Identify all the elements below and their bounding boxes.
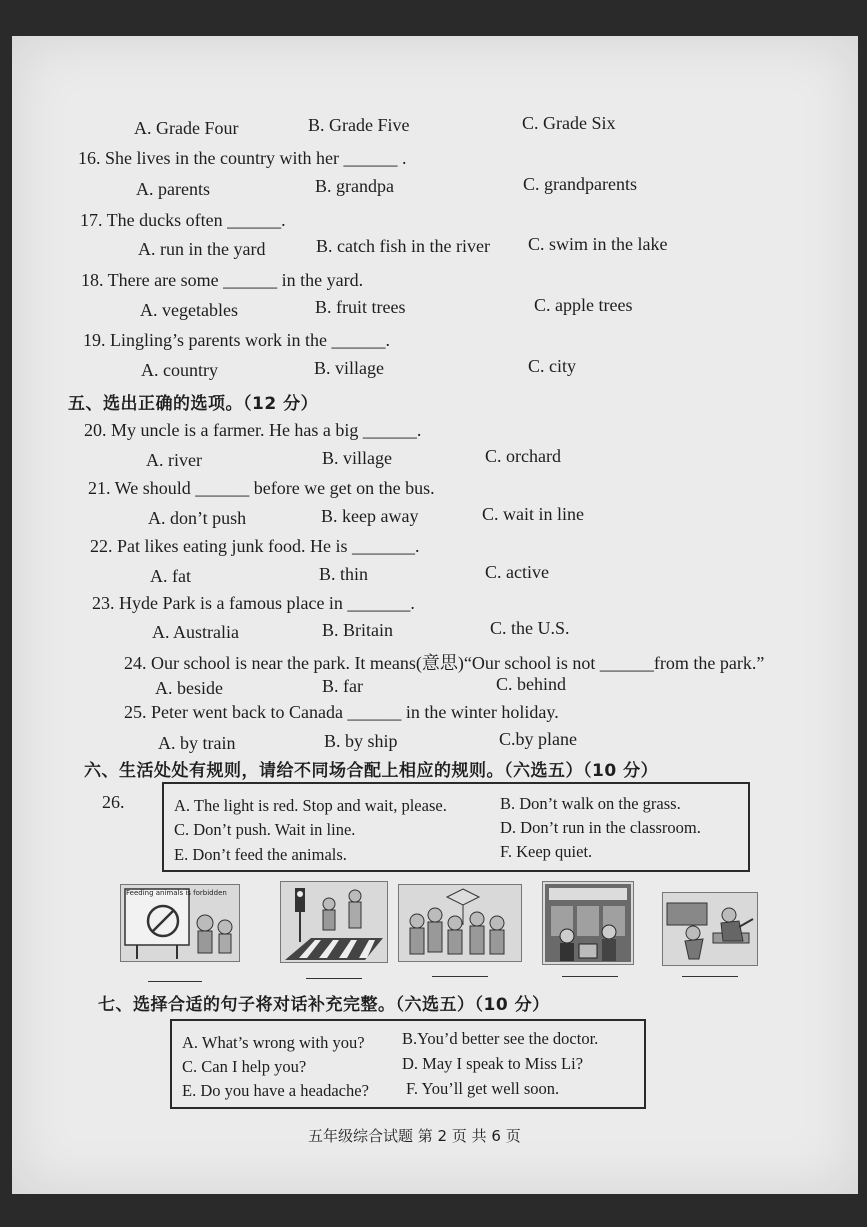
q24-option-c: C. behind <box>496 674 566 694</box>
question-19: 19. Lingling’s parents work in the ______. <box>83 330 390 350</box>
q16-option-c: C. grandparents <box>523 174 637 194</box>
question-23: 23. Hyde Park is a famous place in _______. <box>92 593 415 613</box>
q16-option-b: B. grandpa <box>315 176 394 196</box>
rule-c: C. Don’t push. Wait in line. <box>174 820 356 839</box>
question-21: 21. We should ______ before we get on the bus. <box>88 478 435 498</box>
question-17: 17. The ducks often ______. <box>80 210 286 230</box>
traffic-light-crossing-icon <box>280 881 388 963</box>
question-26-number: 26. <box>102 792 125 812</box>
rules-box <box>162 782 750 872</box>
rule-d: D. Don’t run in the classroom. <box>500 818 701 837</box>
q20-option-a: A. river <box>146 450 202 470</box>
rule-e: E. Don’t feed the animals. <box>174 845 347 864</box>
answer-blank-3[interactable] <box>432 976 488 977</box>
section-6-title: 六、生活处处有规则，请给不同场合配上相应的规则。（六选五）（10 分） <box>84 761 659 781</box>
rule-b: B. Don’t walk on the grass. <box>500 794 681 813</box>
q24-option-b: B. far <box>322 676 363 696</box>
question-20: 20. My uncle is a farmer. He has a big ______. <box>84 420 422 440</box>
answer-blank-1[interactable] <box>148 981 202 982</box>
question-16: 16. She lives in the country with her ______ . <box>78 148 407 168</box>
page-footer: 五年级综合试题 第 2 页 共 6 页 <box>308 1127 521 1145</box>
section-7-title: 七、选择合适的句子将对话补充完整。（六选五）（10 分） <box>98 995 550 1015</box>
dialogue-option-c: C. Can I help you? <box>182 1057 307 1076</box>
queue-bus-stop-icon <box>398 884 522 962</box>
dialogue-options-box <box>170 1019 646 1109</box>
question-25: 25. Peter went back to Canada ______ in the winter holiday. <box>124 702 559 722</box>
answer-blank-5[interactable] <box>682 976 738 977</box>
dialogue-option-a: A. What’s wrong with you? <box>182 1033 365 1052</box>
dialogue-option-e: E. Do you have a headache? <box>182 1081 369 1100</box>
section-5-title: 五、选出正确的选项。（12 分） <box>68 394 319 414</box>
q21-option-a: A. don’t push <box>148 508 247 528</box>
question-22: 22. Pat likes eating junk food. He is _______. <box>90 536 420 556</box>
q18-option-b: B. fruit trees <box>315 297 406 317</box>
q16-option-a: A. parents <box>136 179 210 199</box>
q17-option-c: C. swim in the lake <box>528 234 668 254</box>
dialogue-option-d: D. May I speak to Miss Li? <box>402 1054 584 1073</box>
q25-option-c: C.by plane <box>499 729 577 749</box>
q19-option-b: B. village <box>314 358 384 378</box>
q20-option-b: B. village <box>322 448 392 468</box>
dialogue-option-f: F. You’ll get well soon. <box>406 1079 560 1098</box>
q17-option-a: A. run in the yard <box>138 239 266 259</box>
q17-option-b: B. catch fish in the river <box>316 236 490 256</box>
q22-option-b: B. thin <box>319 564 369 584</box>
q15-option-a: A. Grade Four <box>134 118 239 138</box>
rule-f: F. Keep quiet. <box>500 842 593 861</box>
q22-option-c: C. active <box>485 562 549 582</box>
classroom-running-icon <box>662 892 758 966</box>
q25-option-a: A. by train <box>158 733 236 753</box>
q23-option-c: C. the U.S. <box>490 618 570 638</box>
answer-blank-2[interactable] <box>306 978 362 979</box>
q23-option-a: A. Australia <box>152 622 239 642</box>
dialogue-option-b: B.You’d better see the doctor. <box>402 1029 599 1048</box>
picture-sign-text: Feeding animals is forbidden <box>126 889 227 897</box>
q23-option-b: B. Britain <box>322 620 393 640</box>
q25-option-b: B. by ship <box>324 731 398 751</box>
answer-blank-4[interactable] <box>562 976 618 977</box>
exam-page <box>12 36 858 1194</box>
q21-option-b: B. keep away <box>321 506 419 526</box>
q21-option-c: C. wait in line <box>482 504 584 524</box>
library-quiet-icon <box>542 881 634 965</box>
q18-option-c: C. apple trees <box>534 295 633 315</box>
q15-option-b: B. Grade Five <box>308 115 410 135</box>
rule-a: A. The light is red. Stop and wait, please. <box>174 796 447 815</box>
q18-option-a: A. vegetables <box>140 300 238 320</box>
q19-option-c: C. city <box>528 356 576 376</box>
question-18: 18. There are some ______ in the yard. <box>81 270 364 290</box>
q22-option-a: A. fat <box>150 566 191 586</box>
q15-option-c: C. Grade Six <box>522 113 616 133</box>
q20-option-c: C. orchard <box>485 446 561 466</box>
question-24: 24. Our school is near the park. It means(意思)“Our school is not ______from the park.” <box>124 653 765 673</box>
q24-option-a: A. beside <box>155 678 223 698</box>
q19-option-a: A. country <box>141 360 218 380</box>
